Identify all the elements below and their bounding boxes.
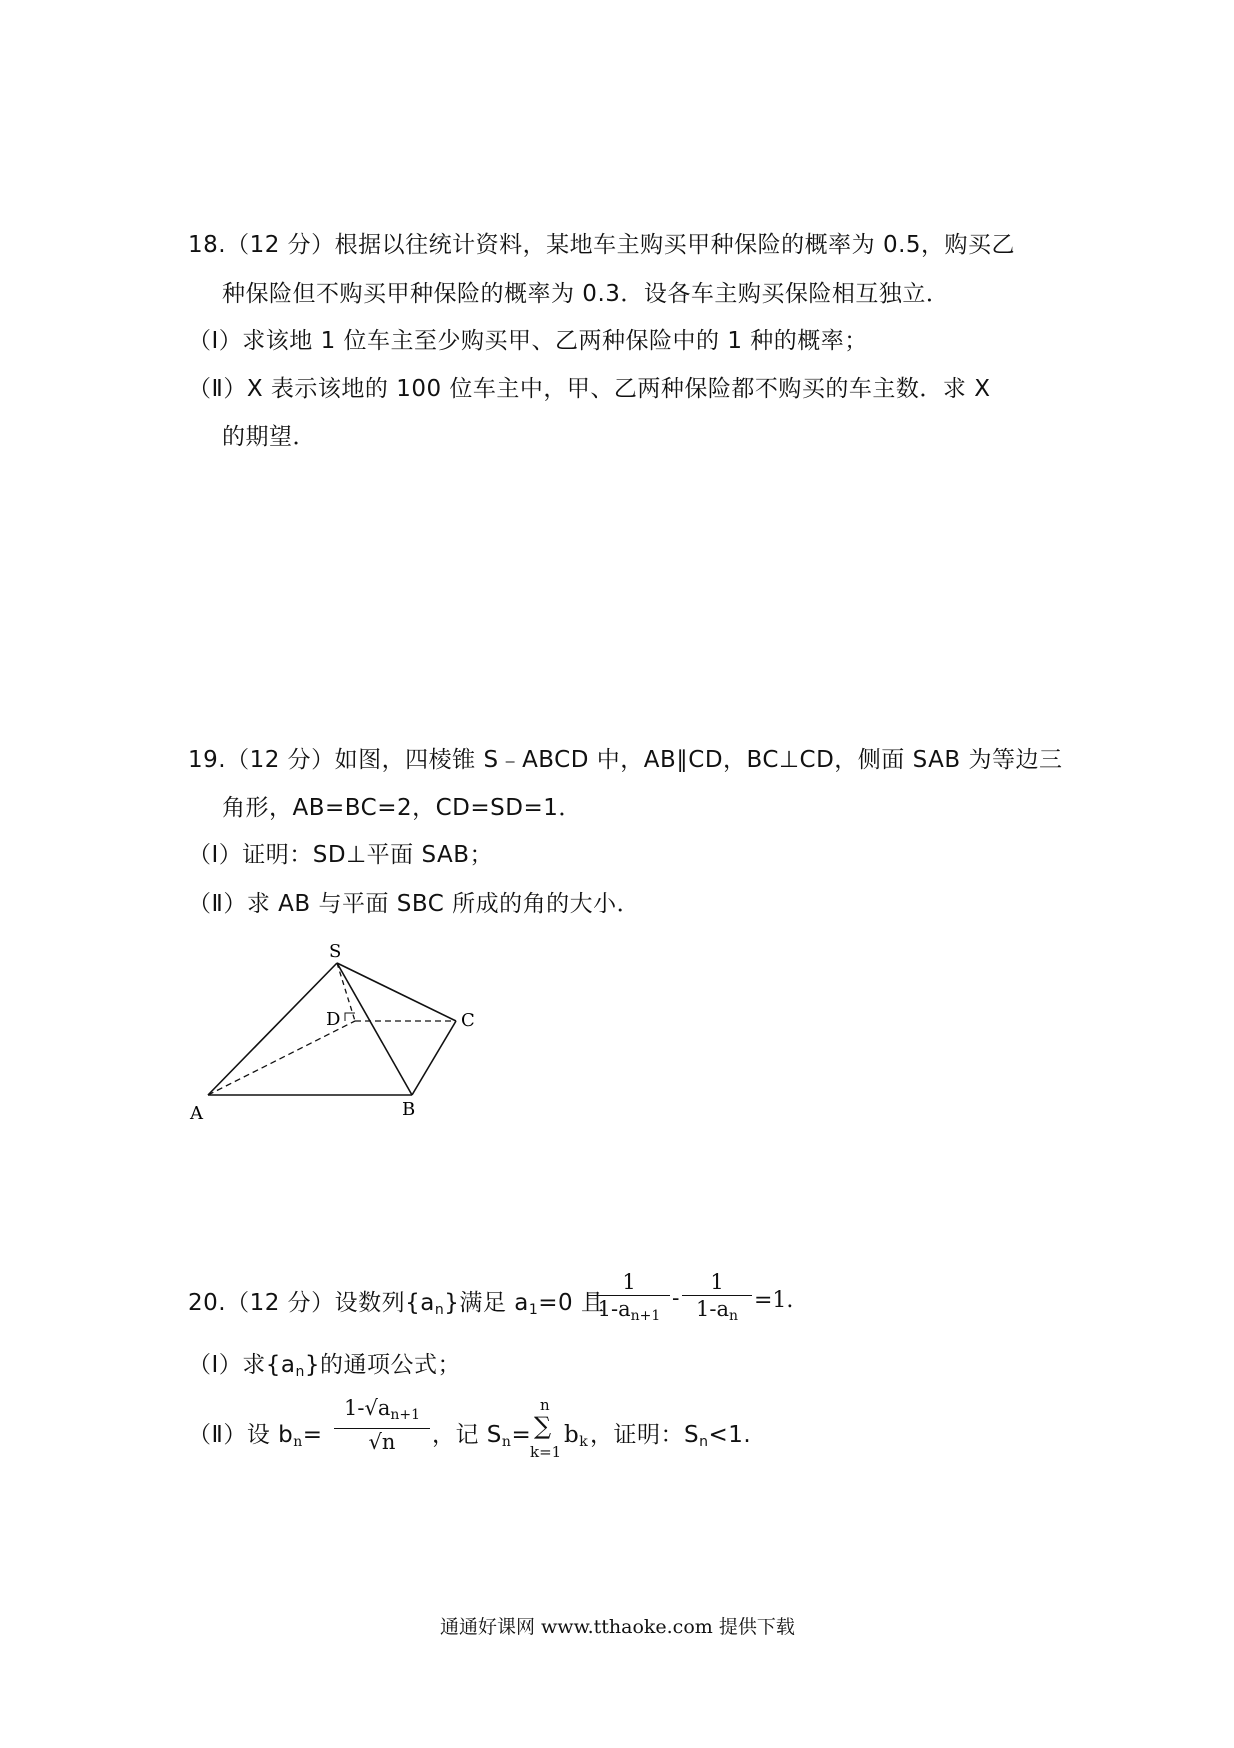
p20-bn-sub: n <box>293 1434 303 1450</box>
p20-conclusion-sub: n <box>699 1434 709 1450</box>
page-footer: 通通好课网 www.tthaoke.com 提供下载 <box>440 1616 795 1638</box>
p20-part1-text: （Ⅰ）求{a <box>188 1352 296 1378</box>
bn-numerator: 1-√a <box>343 1396 391 1420</box>
p18-part1: （Ⅰ）求该地 1 位车主至少购买甲、乙两种保险中的 1 种的概率； <box>188 328 868 354</box>
p20-part2-start <box>188 1420 323 1457</box>
label-B: B <box>402 1099 416 1120</box>
p20-bk-sub: k <box>579 1434 589 1450</box>
p20-part1 <box>188 1350 461 1387</box>
p18-part2b: 的期望． <box>222 424 316 450</box>
p20-part2-text: （Ⅱ）设 b <box>188 1422 294 1448</box>
frac2-denominator: 1-a <box>695 1297 729 1321</box>
p18-line1: 18.（12 分）根据以往统计资料，某地车主购买甲种保险的概率为 0.5，购买乙 <box>188 232 1016 258</box>
p20-part1-rest: }的通项公式； <box>304 1352 462 1378</box>
pyramid-figure <box>180 935 500 1125</box>
frac1-numerator: 1 <box>622 1270 636 1294</box>
p20-bn-fraction <box>334 1396 430 1454</box>
sum-lower-limit: k=1 <box>530 1443 562 1461</box>
bn-numerator-sub: n+1 <box>390 1407 420 1423</box>
p20-fraction-1 <box>588 1270 670 1328</box>
p20-a1-sub: 1 <box>528 1302 539 1318</box>
p20-part2-conclusion <box>590 1420 751 1457</box>
p20-bn-eq: = <box>302 1422 323 1448</box>
p19-part1: （Ⅰ）证明：SD⊥平面 SAB； <box>188 842 493 868</box>
bn-denominator: √n <box>368 1430 396 1454</box>
p20-intro-sub: n <box>434 1302 445 1318</box>
p18-part2a: （Ⅱ）X 表示该地的 100 位车主中，甲、乙两种保险都不购买的车主数．求 X <box>188 376 991 402</box>
p20-minus: - <box>672 1286 680 1311</box>
p20-conclusion-rest: <1. <box>708 1422 752 1448</box>
p19-part2: （Ⅱ）求 AB 与平面 SBC 所成的角的大小． <box>188 891 641 917</box>
p19-line2: 角形，AB=BC=2，CD=SD=1． <box>222 795 582 821</box>
label-S: S <box>329 941 342 962</box>
p20-intro-rest: }满足 a <box>444 1290 529 1316</box>
p20-a1-rest: =0 且 <box>538 1290 605 1316</box>
label-D: D <box>326 1009 341 1030</box>
p18-line2: 种保险但不购买甲种保险的概率为 0.3．设各车主购买保险相互独立． <box>222 281 950 307</box>
frac1-denominator: 1-a <box>597 1297 631 1321</box>
label-A: A <box>190 1103 203 1124</box>
p20-intro-text: 20.（12 分）设数列{a <box>188 1290 435 1316</box>
sum-symbol: ∑ <box>534 1412 552 1440</box>
p20-sn-text: ，记 S <box>432 1422 502 1448</box>
frac2-numerator: 1 <box>710 1270 724 1294</box>
frac1-denominator-sub: n+1 <box>630 1308 661 1324</box>
p20-sn-sub: n <box>501 1434 512 1450</box>
p20-fraction-2 <box>682 1270 752 1328</box>
label-C: C <box>461 1010 475 1031</box>
p20-conclusion-text: ，证明：S <box>590 1422 700 1448</box>
p20-part2-end <box>564 1420 588 1457</box>
frac2-denominator-sub: n <box>728 1308 738 1324</box>
p20-part2-mid <box>432 1420 531 1457</box>
p20-intro <box>188 1288 604 1325</box>
p20-equals-one: =1. <box>754 1288 794 1313</box>
p19-line1: 19.（12 分）如图，四棱锥 S﹣ABCD 中，AB∥CD，BC⊥CD，侧面 SAB 为等边三 <box>188 747 1063 773</box>
sum-upper-limit: n <box>540 1396 550 1414</box>
p20-part1-sub: n <box>295 1364 305 1380</box>
p20-bk: b <box>564 1422 580 1448</box>
p20-sn-eq: = <box>511 1422 532 1448</box>
